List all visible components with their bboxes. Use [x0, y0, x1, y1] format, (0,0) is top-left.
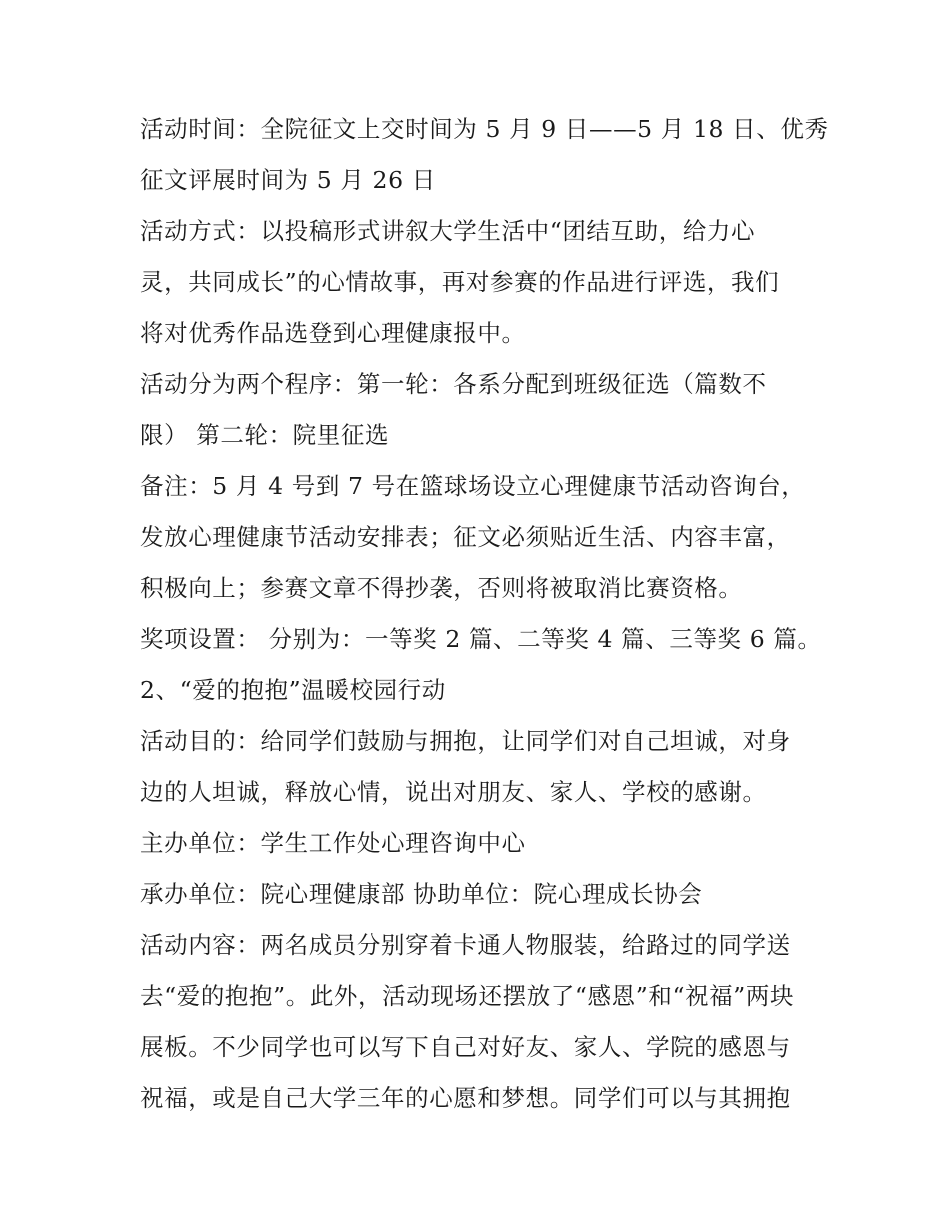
text-line: 边的人坦诚，释放心情，说出对朋友、家人、学校的感谢。 — [140, 778, 767, 806]
text-line: 承办单位：院心理健康部 协助单位：院心理成长协会 — [140, 880, 703, 908]
text-line: 积极向上；参赛文章不得抄袭，否则将被取消比赛资格。 — [140, 574, 743, 602]
text-line: 活动分为两个程序：第一轮：各系分配到班级征选（篇数不 — [140, 370, 767, 398]
text-line: 活动时间：全院征文上交时间为 5 月 9 日——5 月 18 日、优秀 — [140, 115, 829, 143]
section-heading: 2、“爱的抱抱”温暖校园行动 — [140, 676, 446, 704]
text-line: 活动内容：两名成员分别穿着卡通人物服装，给路过的同学送 — [140, 931, 791, 959]
text-line: 展板。不少同学也可以写下自己对好友、家人、学院的感恩与 — [140, 1033, 791, 1061]
text-line: 征文评展时间为 5 月 26 日 — [140, 166, 436, 194]
text-line: 将对优秀作品选登到心理健康报中。 — [140, 319, 526, 347]
text-line: 祝福，或是自己大学三年的心愿和梦想。同学们可以与其拥抱 — [140, 1084, 791, 1112]
text-line: 限） 第二轮：院里征选 — [140, 421, 390, 449]
document-body — [140, 104, 829, 1124]
text-line: 灵，共同成长”的心情故事，再对参赛的作品进行评选，我们 — [140, 268, 780, 296]
text-line: 主办单位：学生工作处心理咨询中心 — [140, 829, 526, 857]
text-line: 发放心理健康节活动安排表；征文必须贴近生活、内容丰富， — [140, 523, 791, 551]
text-line: 活动目的：给同学们鼓励与拥抱，让同学们对自己坦诚，对身 — [140, 727, 791, 755]
text-line: 去“爱的抱抱”。此外，活动现场还摆放了“感恩”和“祝福”两块 — [140, 982, 795, 1010]
text-line: 活动方式：以投稿形式讲叙大学生活中“团结互助，给力心 — [140, 217, 756, 245]
text-line: 奖项设置： 分别为：一等奖 2 篇、二等奖 4 篇、三等奖 6 篇。 — [140, 625, 822, 653]
text-line: 备注：5 月 4 号到 7 号在篮球场设立心理健康节活动咨询台， — [140, 472, 806, 500]
